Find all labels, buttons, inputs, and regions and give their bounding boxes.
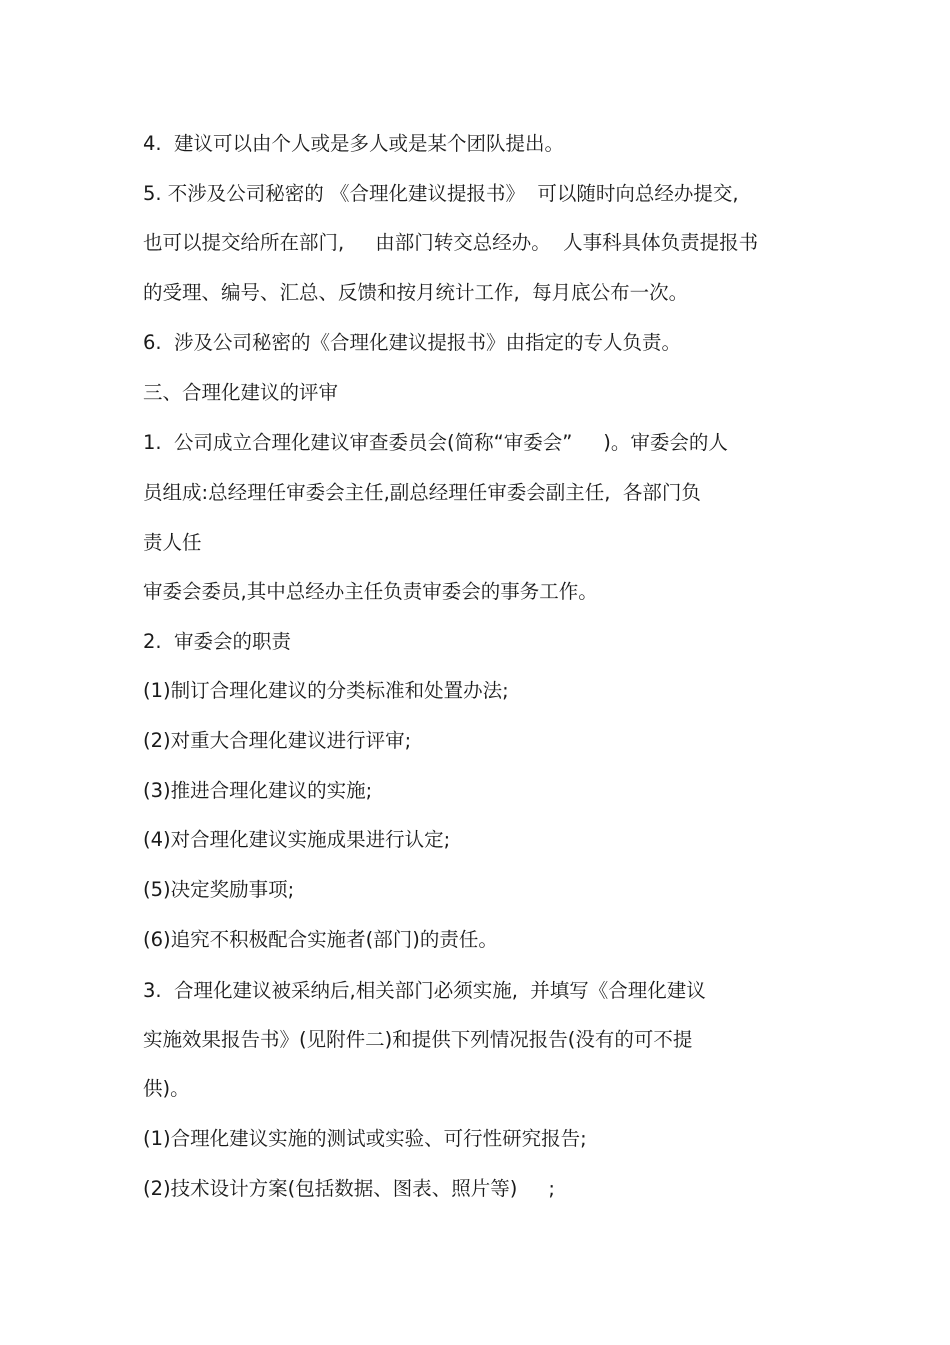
paragraph-line: 员组成:总经理任审委会主任,副总经理任审委会副主任, 各部门负 — [143, 481, 701, 504]
paragraph-line: 实施效果报告书》(见附件二)和提供下列情况报告(没有的可不提 — [143, 1028, 693, 1051]
paragraph-line: 审委会委员,其中总经办主任负责审委会的事务工作。 — [143, 580, 598, 603]
list-item: (4)对合理化建议实施成果进行认定; — [143, 828, 451, 851]
section-heading: 三、合理化建议的评审 — [143, 381, 339, 404]
paragraph-line: 责人任 — [143, 531, 202, 554]
list-item: (6)追究不积极配合实施者(部门)的责任。 — [143, 928, 498, 951]
list-item: (1)制订合理化建议的分类标准和处置办法; — [143, 679, 509, 702]
paragraph-line: 4. 建议可以由个人或是多人或是某个团队提出。 — [143, 132, 565, 155]
list-item: (2)技术设计方案(包括数据、图表、照片等) ; — [143, 1177, 555, 1200]
list-item: (3)推进合理化建议的实施; — [143, 779, 373, 802]
list-item: (1)合理化建议实施的测试或实验、可行性研究报告; — [143, 1127, 587, 1150]
paragraph-line: 6. 涉及公司秘密的《合理化建议提报书》由指定的专人负责。 — [143, 331, 682, 354]
paragraph-line: 也可以提交给所在部门, 由部门转交总经办。 人事科具体负责提报书 — [143, 231, 759, 254]
paragraph-line: 3. 合理化建议被采纳后,相关部门必须实施, 并填写《合理化建议 — [143, 979, 706, 1002]
list-item: (5)决定奖励事项; — [143, 878, 295, 901]
paragraph-line: 2. 审委会的职责 — [143, 630, 292, 653]
paragraph-line: 5. 不涉及公司秘密的 《合理化建议提报书》 可以随时向总经办提交, — [143, 182, 739, 205]
list-item: (2)对重大合理化建议进行评审; — [143, 729, 412, 752]
paragraph-line: 1. 公司成立合理化建议审查委员会(简称“审委会” )。审委会的人 — [143, 431, 728, 454]
paragraph-line: 的受理、编号、汇总、反馈和按月统计工作, 每月底公布一次。 — [143, 281, 689, 304]
paragraph-line: 供)。 — [143, 1077, 190, 1100]
